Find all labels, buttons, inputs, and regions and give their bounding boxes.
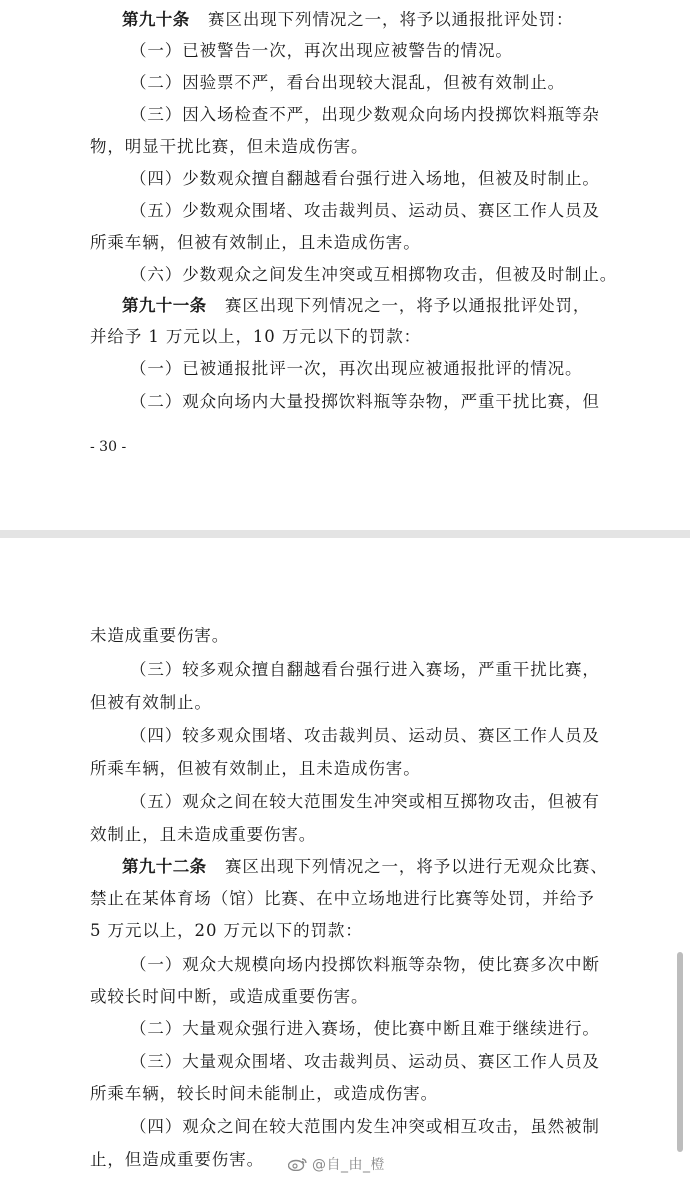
article-91-intro: 赛区出现下列情况之一，将予以通报批评处罚， xyxy=(224,296,591,315)
article-92-heading-line xyxy=(122,857,608,877)
article-90-intro: 赛区出现下列情况之一，将予以通报批评处罚： xyxy=(208,10,574,29)
text-line: （六）少数观众之间发生冲突或互相掷物攻击，但被及时制止。 xyxy=(130,265,618,284)
text-line: （四）观众之间在较大范围内发生冲突或相互攻击，虽然被制 xyxy=(130,1117,600,1136)
article-90-heading-line xyxy=(122,10,573,30)
text-line: 效制止，且未造成重要伤害。 xyxy=(90,825,317,844)
text-line: 禁止在某体育场（馆）比赛、在中立场地进行比赛等处罚，并给予 xyxy=(90,889,595,908)
cut-off-next-line xyxy=(90,1176,610,1183)
text-line: 所乘车辆，但被有效制止，且未造成伤害。 xyxy=(90,233,421,252)
page-number: - 30 - xyxy=(90,439,127,455)
text-line: （四）少数观众擅自翻越看台强行进入场地，但被及时制止。 xyxy=(130,169,600,188)
text-line: （二）因验票不严，看台出现较大混乱，但被有效制止。 xyxy=(130,73,565,92)
text-line: 并给予 1 万元以上，10 万元以下的罚款： xyxy=(90,327,422,346)
article-91-title: 第九十一条 xyxy=(122,296,207,315)
text-line: （三）较多观众擅自翻越看台强行进入赛场，严重干扰比赛， xyxy=(130,660,600,679)
article-91-heading-line xyxy=(122,296,590,316)
text-line: （二）观众向场内大量投掷饮料瓶等杂物，严重干扰比赛，但 xyxy=(130,392,600,411)
text-line: （一）已被警告一次，再次出现应被警告的情况。 xyxy=(130,41,513,60)
watermark xyxy=(288,1156,385,1174)
article-90-title: 第九十条 xyxy=(122,10,190,29)
text-line: 所乘车辆，较长时间未能制止，或造成伤害。 xyxy=(90,1084,438,1103)
vertical-scrollbar[interactable] xyxy=(677,952,683,1152)
text-line: 5 万元以上，20 万元以下的罚款： xyxy=(90,921,363,940)
text-line: （三）大量观众围堵、攻击裁判员、运动员、赛区工作人员及 xyxy=(130,1052,600,1071)
page-separator xyxy=(0,530,690,538)
text-line: （一）观众大规模向场内投掷饮料瓶等杂物，使比赛多次中断 xyxy=(130,955,600,974)
document-page-30 xyxy=(0,0,690,530)
text-line: 止，但造成重要伤害。 xyxy=(90,1150,264,1169)
text-line: 物，明显干扰比赛，但未造成伤害。 xyxy=(90,137,369,156)
text-line: （四）较多观众围堵、攻击裁判员、运动员、赛区工作人员及 xyxy=(130,726,600,745)
article-92-intro: 赛区出现下列情况之一，将予以进行无观众比赛、 xyxy=(224,857,608,876)
text-line: （五）少数观众围堵、攻击裁判员、运动员、赛区工作人员及 xyxy=(130,201,600,220)
text-line: 但被有效制止。 xyxy=(90,693,212,712)
text-line: （三）因入场检查不严，出现少数观众向场内投掷饮料瓶等杂 xyxy=(130,105,600,124)
weibo-logo-icon xyxy=(288,1157,308,1171)
text-line: （二）大量观众强行进入赛场，使比赛中断且难于继续进行。 xyxy=(130,1019,600,1038)
text-line: （一）已被通报批评一次，再次出现应被通报批评的情况。 xyxy=(130,359,583,378)
text-line: （五）观众之间在较大范围发生冲突或相互掷物攻击，但被有 xyxy=(130,792,600,811)
watermark-handle: @自_由_橙 xyxy=(312,1157,385,1173)
text-line: 未造成重要伤害。 xyxy=(90,626,230,645)
text-line: 所乘车辆，但被有效制止，且未造成伤害。 xyxy=(90,759,421,778)
article-92-title: 第九十二条 xyxy=(122,857,207,876)
text-line: 或较长时间中断，或造成重要伤害。 xyxy=(90,987,369,1006)
